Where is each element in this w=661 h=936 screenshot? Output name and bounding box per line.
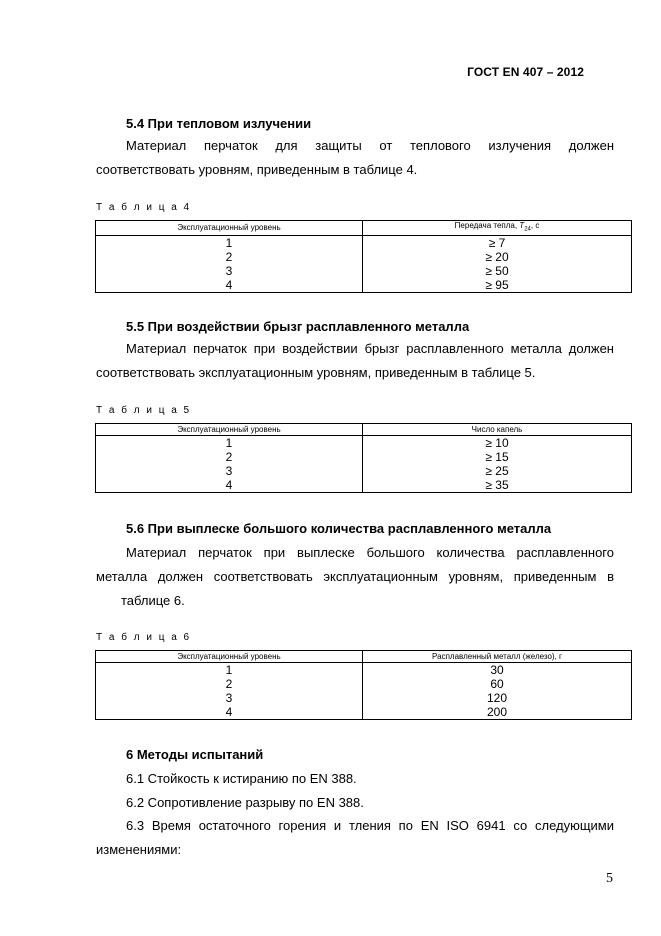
table-row: 3 ≥ 50 — [96, 264, 632, 278]
table-row: 2 60 — [96, 677, 632, 691]
table-5 — [95, 423, 632, 493]
table-4 — [95, 220, 632, 293]
table-4-header-level: Эксплуатационный уровень — [96, 221, 363, 236]
table-6 — [95, 650, 632, 720]
section-5-4-line-2: соответствовать уровням, приведенным в таблице 4. — [96, 162, 418, 177]
section-5-5-line-2: соответствовать эксплуатационным уровням, приведенным в таблице 5. — [96, 365, 536, 380]
table-4-caption: Т а б л и ц а 4 — [96, 202, 192, 213]
document-code: ГОСТ EN 407 – 2012 — [467, 65, 584, 79]
item-6-2: 6.2 Сопротивление разрыву по EN 388. — [126, 795, 364, 810]
table-6-header-level: Эксплуатационный уровень — [96, 651, 363, 663]
item-6-3-line-1: 6.3 Время остаточного горения и тления по EN ISO 6941 со следующими — [126, 818, 614, 833]
table-row: 2 ≥ 15 — [96, 450, 632, 464]
table-6-header-molten-metal: Расплавленный металл (железо), г — [363, 651, 632, 663]
table-row: 1 30 — [96, 663, 632, 678]
table-row: 4 ≥ 95 — [96, 278, 632, 293]
item-6-3-paragraph — [96, 814, 614, 862]
page-number: 5 — [606, 871, 613, 886]
table-row: 4 ≥ 35 — [96, 478, 632, 493]
item-6-1: 6.1 Стойкость к истиранию по EN 388. — [126, 771, 357, 786]
item-6-3-line-2: изменениями: — [96, 842, 182, 857]
section-5-5-heading: 5.5 При воздействии брызг расплавленного металла — [126, 319, 470, 334]
section-5-6-heading: 5.6 При выплеске большого количества расплавленного металла — [126, 521, 552, 536]
section-5-5-line-1: Материал перчаток при воздействии брызг расплавленного металла должен — [126, 341, 614, 356]
table-5-header-drops: Число капель — [363, 424, 632, 436]
section-5-6-line-3: таблице 6. — [121, 593, 185, 608]
table-4-header-heat-transfer: Передача тепла, $T_{24}$, с — [363, 221, 632, 236]
section-5-4-heading: 5.4 При тепловом излучении — [126, 116, 312, 131]
section-5-4-paragraph — [96, 134, 614, 182]
section-5-5-paragraph — [96, 337, 614, 385]
table-row: 4 200 — [96, 705, 632, 720]
table-row: 1 ≥ 7 — [96, 235, 632, 250]
table-5-header-level: Эксплуатационный уровень — [96, 424, 363, 436]
table-row: 1 ≥ 10 — [96, 436, 632, 451]
table-row: 2 ≥ 20 — [96, 250, 632, 264]
section-5-6-paragraph — [96, 541, 614, 613]
table-5-caption: Т а б л и ц а 5 — [96, 405, 192, 416]
section-5-4-line-1: Материал перчаток для защиты от теплового излучения должен — [126, 138, 614, 153]
table-6-caption: Т а б л и ц а 6 — [96, 632, 192, 643]
section-5-6-line-2: металла должен соответствовать эксплуатационным уровням, приведенным в — [96, 569, 614, 584]
section-6-heading: 6 Методы испытаний — [126, 747, 264, 762]
section-5-6-line-1: Материал перчаток при выплеске большого количества расплавленного — [126, 545, 614, 560]
table-row: 3 120 — [96, 691, 632, 705]
table-row: 3 ≥ 25 — [96, 464, 632, 478]
